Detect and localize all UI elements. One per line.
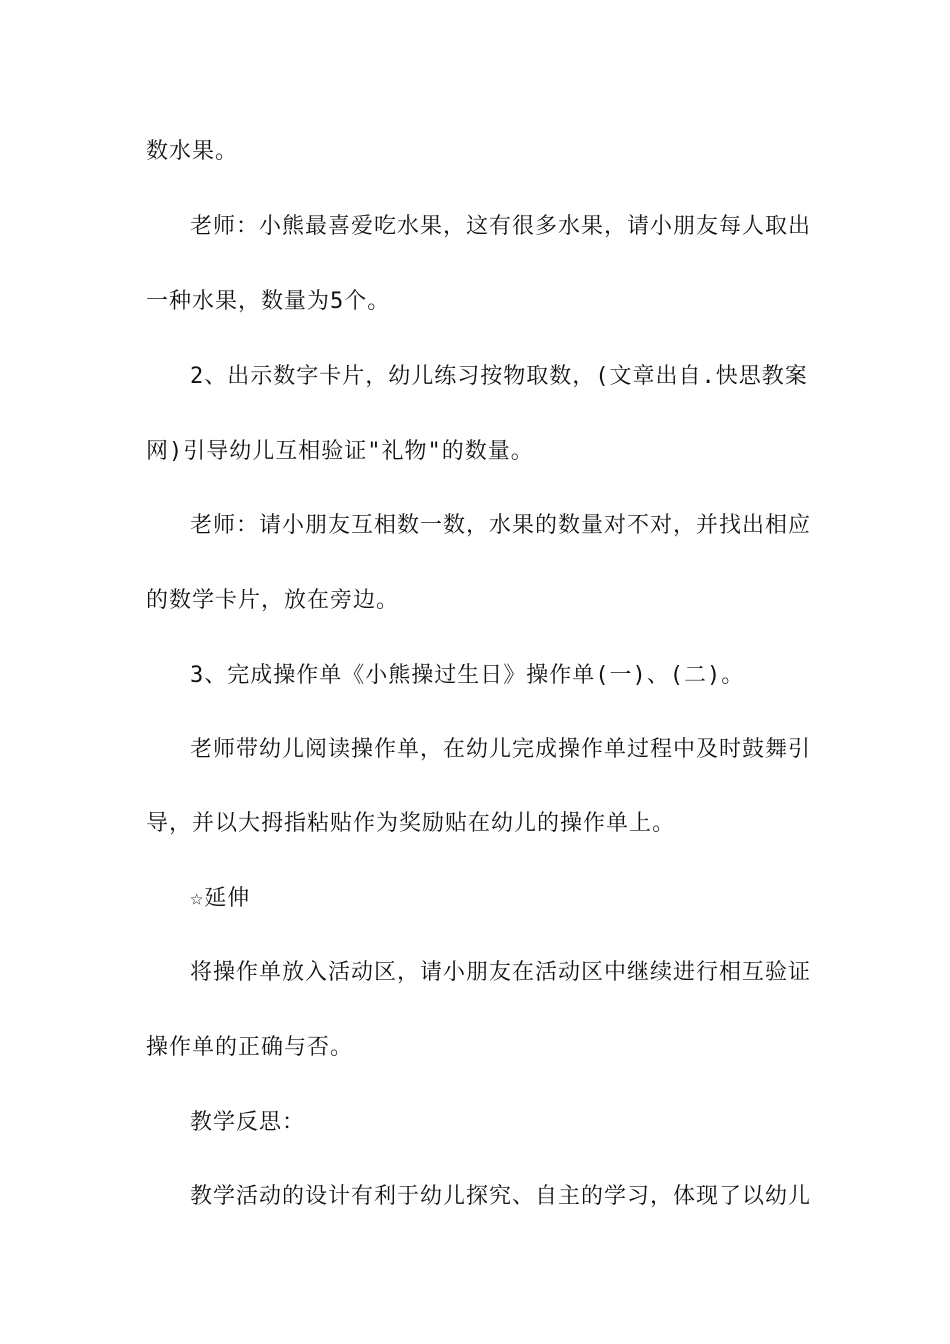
text-line-8: 3、完成操作单《小熊操过生日》操作单(一)、(二)。 — [190, 663, 745, 688]
text-line-13: 操作单的正确与否。 — [146, 1035, 354, 1060]
text-line-10: 导，并以大拇指粘贴作为奖励贴在幼儿的操作单上。 — [146, 811, 676, 836]
text-line-3: 一种水果，数量为5个。 — [146, 289, 391, 314]
text-line-2: 老师：小熊最喜爱吃水果，这有很多水果，请小朋友每人取出 — [190, 214, 812, 239]
text-line-7: 的数学卡片，放在旁边。 — [146, 588, 400, 613]
text-line-15: 教学活动的设计有利于幼儿探究、自主的学习，体现了以幼儿 — [190, 1184, 812, 1209]
text-line-1: 数水果。 — [146, 139, 239, 164]
text-line-4: 2、出示数字卡片，幼儿练习按物取数，(文章出自.快思教案 — [190, 364, 808, 389]
section-heading-reflection: 教学反思： — [190, 1110, 306, 1135]
section-heading-extension: ☆延伸 — [190, 886, 251, 911]
text-line-12: 将操作单放入活动区，请小朋友在活动区中继续进行相互验证 — [190, 960, 812, 985]
text-line-5: 网)引导幼儿互相验证"礼物"的数量。 — [146, 439, 534, 464]
text-line-6: 老师：请小朋友互相数一数，水果的数量对不对，并找出相应 — [190, 513, 812, 538]
text-line-9: 老师带幼儿阅读操作单，在幼儿完成操作单过程中及时鼓舞引 — [190, 737, 812, 762]
